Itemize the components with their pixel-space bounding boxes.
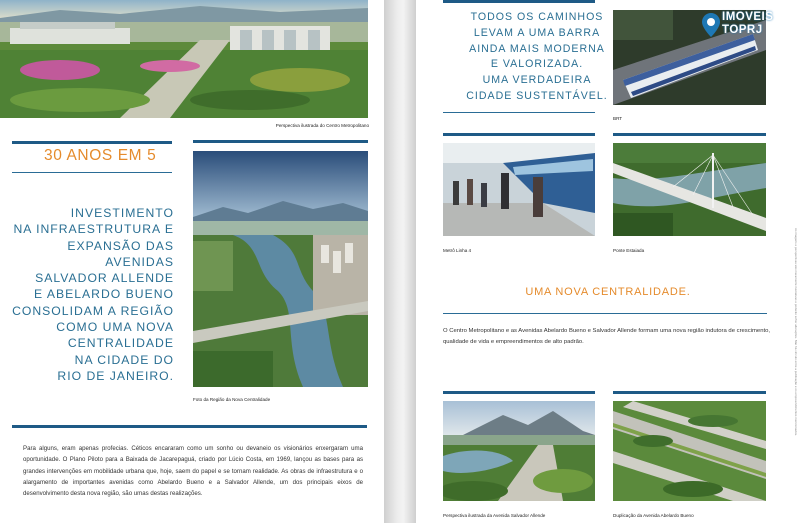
aerial-region-photo <box>193 151 368 387</box>
salvador-allende-caption: Perspectiva ilustrada da Avenida Salvador Allende <box>443 513 546 518</box>
body-rule <box>12 425 367 428</box>
headline-line: CONSOLIDAM A REGIÃO <box>12 303 174 318</box>
bridge-photo <box>613 143 766 236</box>
headline-line: E VALORIZADA. <box>490 58 584 71</box>
body-paragraph: O Centro Metropolitano e as Avenidas Abelardo Bueno e Salvador Allende formam uma nova região indutora de crescimento, qualidade de vida e empreendimentos de alto padrão. <box>443 328 771 346</box>
legal-disclaimer <box>792 228 798 518</box>
title-rule-bottom <box>12 172 172 173</box>
headline-line: SALVADOR ALLENDE <box>35 271 174 286</box>
aerial-photo-rule <box>193 140 368 143</box>
salvador-allende-photo <box>443 401 595 501</box>
brt-caption: BRT <box>613 116 623 121</box>
headline <box>4 205 174 384</box>
headline-line: LEVAM A UMA BARRA <box>473 26 601 39</box>
headline-line: E ABELARDO BUENO <box>34 287 174 302</box>
map-pin-icon <box>702 13 720 37</box>
site-logo <box>702 11 782 43</box>
headline-line: CENTRALIDADE <box>67 336 174 351</box>
headline-line: COMO UMA NOVA <box>56 320 174 335</box>
metro-caption: Metrô Linha 4 <box>443 248 472 253</box>
abelardo-rule <box>613 391 766 394</box>
abelardo-bueno-photo <box>613 401 766 501</box>
metro-photo <box>443 143 595 236</box>
metropolitan-center-rendering <box>0 0 368 118</box>
headline-line: NA CIDADE DO <box>74 352 174 367</box>
logo-text: IMOVEIS <box>722 11 774 23</box>
headline-line: EXPANSÃO DAS AVENIDAS <box>67 238 174 269</box>
headline-line: TODOS OS CAMINHOS <box>470 11 604 23</box>
headline-line: AINDA MAIS MODERNA <box>469 42 605 55</box>
metropolitan-center-caption: Perspectiva ilustrada do Centro Metropolitano <box>275 123 369 128</box>
right-headline <box>462 10 612 105</box>
aerial-photo-caption: Foto da Região da Nova Centralidade <box>193 397 271 402</box>
body-rule <box>443 313 767 314</box>
salvador-rule <box>443 391 595 394</box>
section-title: 30 ANOS EM 5 <box>44 147 157 164</box>
headline-line: CIDADE SUSTENTÁVEL. <box>466 89 608 102</box>
left-page <box>0 0 384 523</box>
right-page <box>416 0 800 523</box>
body-paragraph: Para alguns, eram apenas profecias. Céticos encararam como um sonho ou devaneio os visionários enxergaram uma oportunidade. O Plano Piloto para a Baixada de Jacarepaguá, criado por Lúcio Costa, em 1969, lançou as bases para as grandes intervenções em mobilidade urbana que, hoje, saem do papel e se tornam realidade. As obras de infraestrutura e o alargamento de importantes avenidas como Abelardo Bueno e a Salvador Allende, um dos principais eixos de desenvolvimento desta nova região, são umas destas realizações. <box>23 445 363 498</box>
headline-line: UMA VERDADEIRA <box>482 74 592 87</box>
abelardo-bueno-caption: Duplicação da Avenida Abelardo Bueno <box>613 513 694 518</box>
headline-line: RIO DE JANEIRO. <box>57 368 174 383</box>
headline-line: NA INFRAESTRUTURA E <box>13 222 174 237</box>
page-gutter <box>384 0 416 523</box>
headline-rule-top <box>443 0 595 3</box>
bridge-rule <box>613 133 766 136</box>
headline-rule-bottom <box>443 112 595 113</box>
title-rule-top <box>12 141 172 144</box>
logo-text: TOPRJ <box>722 24 763 36</box>
bridge-caption: Ponte Estaiada <box>613 248 645 253</box>
metro-rule <box>443 133 595 136</box>
section-title: UMA NOVA CENTRALIDADE. <box>525 286 691 298</box>
headline-line: INVESTIMENTO <box>70 206 174 220</box>
legal-disclaimer-text: As imagens e perspectivas são meramente ilustrativas e poderão sofrer alterações. Não há vínculo entre a publicação e os empreendimentos mencionados. <box>794 228 798 436</box>
